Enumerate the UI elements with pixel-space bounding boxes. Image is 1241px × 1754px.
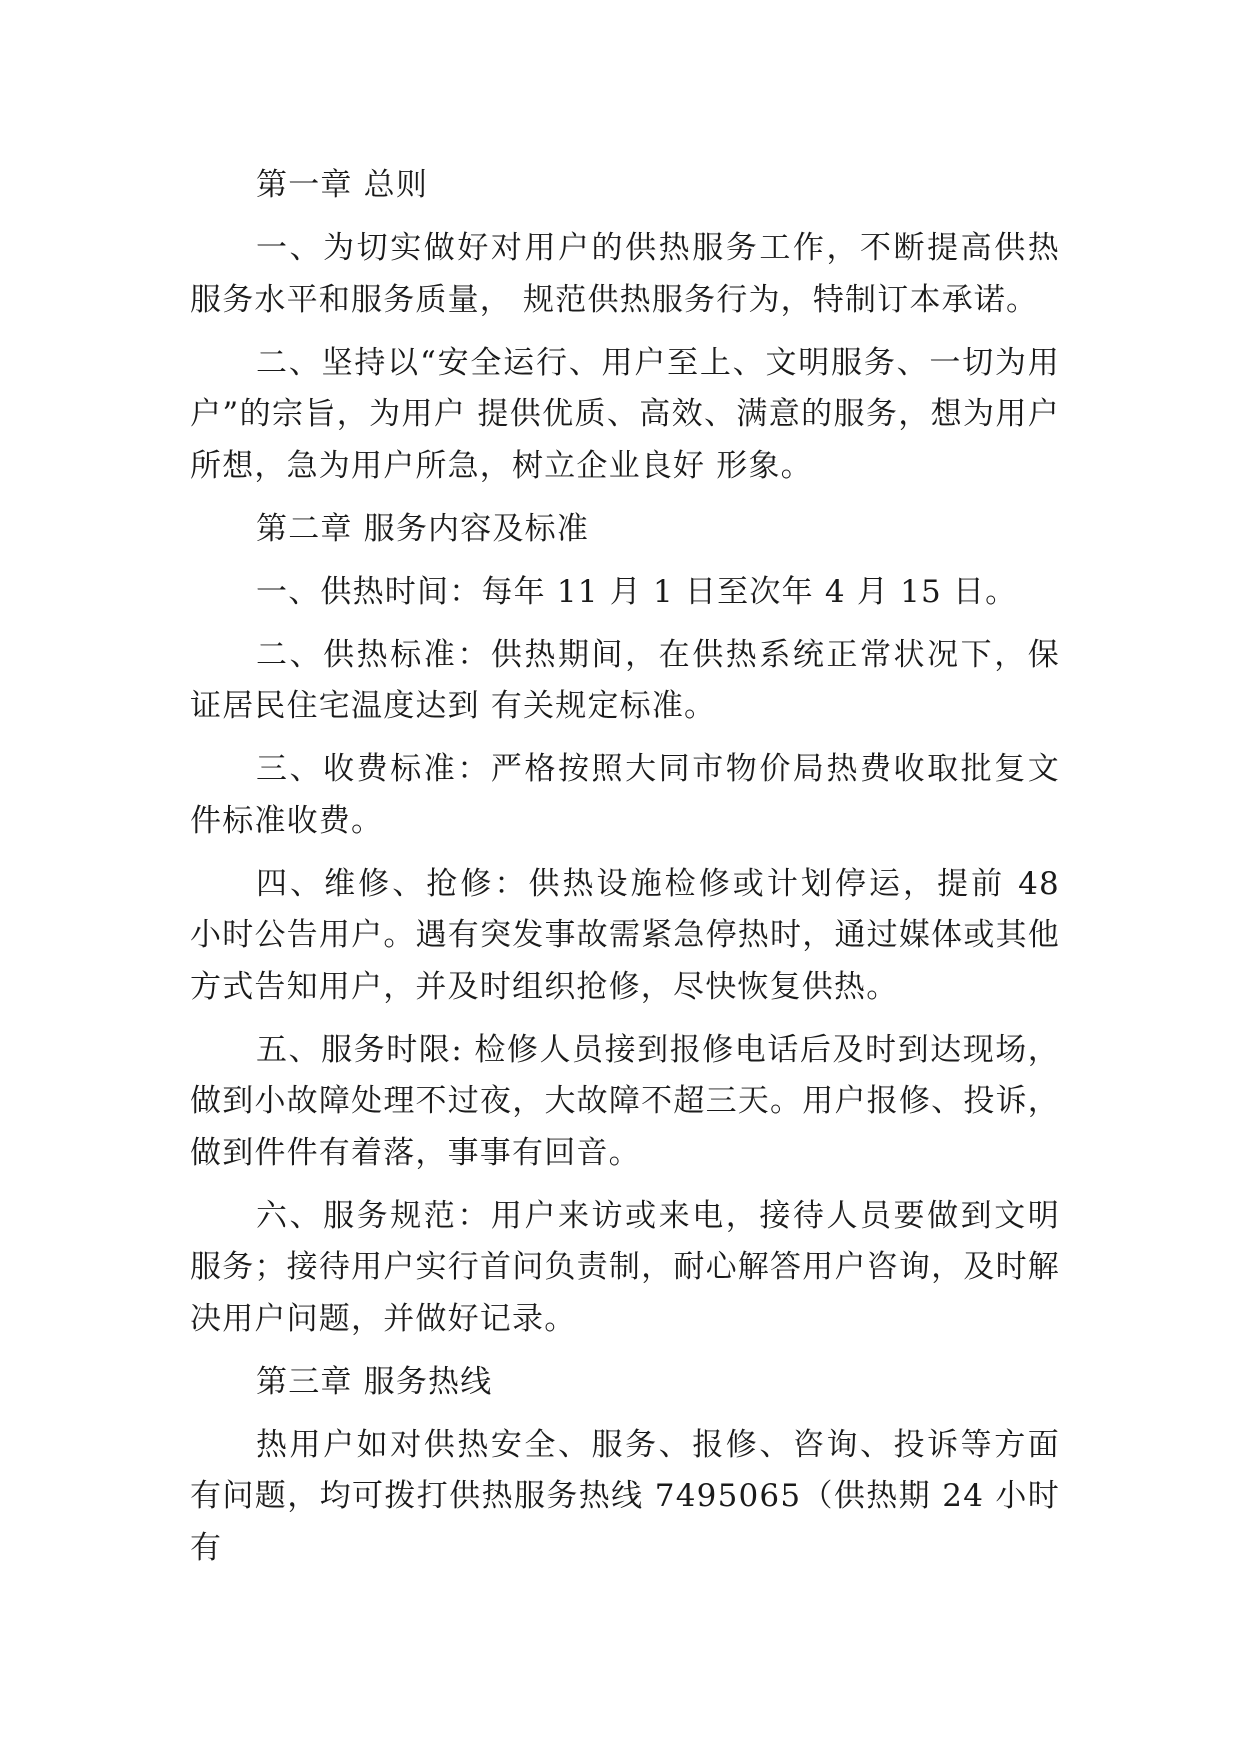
paragraph-2-5: 五、服务时限: 检修人员接到报修电话后及时到达现场，做到小故障处理不过夜，大故障不超三天。用户报修、投诉，做到件件有着落，事事有回音。 xyxy=(190,1031,1060,1171)
paragraph-2-1: 一、供热时间：每年 11 月 1 日至次年 4 月 15 日。 xyxy=(256,573,1018,610)
paragraph-2-4: 四、维修、抢修：供热设施检修或计划停运，提前 48 小时公告用户。遇有突发事故需紧急停热时，通过媒体或其他方式告知用户，并及时组织抢修，尽快恢复供热。 xyxy=(190,865,1060,1005)
chapter-3-heading: 第三章 服务热线 xyxy=(256,1363,493,1400)
paragraph-2-6: 六、服务规范：用户来访或来电，接待人员要做到文明服务；接待用户实行首问负责制，耐心解答用户咨询，及时解决用户问题，并做好记录。 xyxy=(190,1197,1060,1337)
paragraph-2-2: 二、供热标准：供热期间，在供热系统正常状况下，保证居民住宅温度达到 有关规定标准。 xyxy=(190,636,1060,724)
paragraph-3-1: 热用户如对供热安全、服务、报修、咨询、投诉等方面有问题，均可拨打供热服务热线 7495065（供热期 24 小时有 xyxy=(190,1426,1060,1566)
chapter-2-heading: 第二章 服务内容及标准 xyxy=(256,510,590,547)
document-body xyxy=(190,160,1060,1586)
paragraph-1-1: 一、为切实做好对用户的供热服务工作，不断提高供热服务水平和服务质量， 规范供热服务行为，特制订本承诺。 xyxy=(190,230,1060,318)
paragraph-1-2: 二、坚持以“安全运行、用户至上、文明服务、一切为用户”的宗旨，为用户 提供优质、高效、满意的服务，想为用户所想，急为用户所急，树立企业良好 形象。 xyxy=(190,344,1060,484)
chapter-1-heading: 第一章 总则 xyxy=(256,167,429,203)
paragraph-2-3: 三、收费标准：严格按照大同市物价局热费收取批复文件标准收费。 xyxy=(190,751,1060,839)
